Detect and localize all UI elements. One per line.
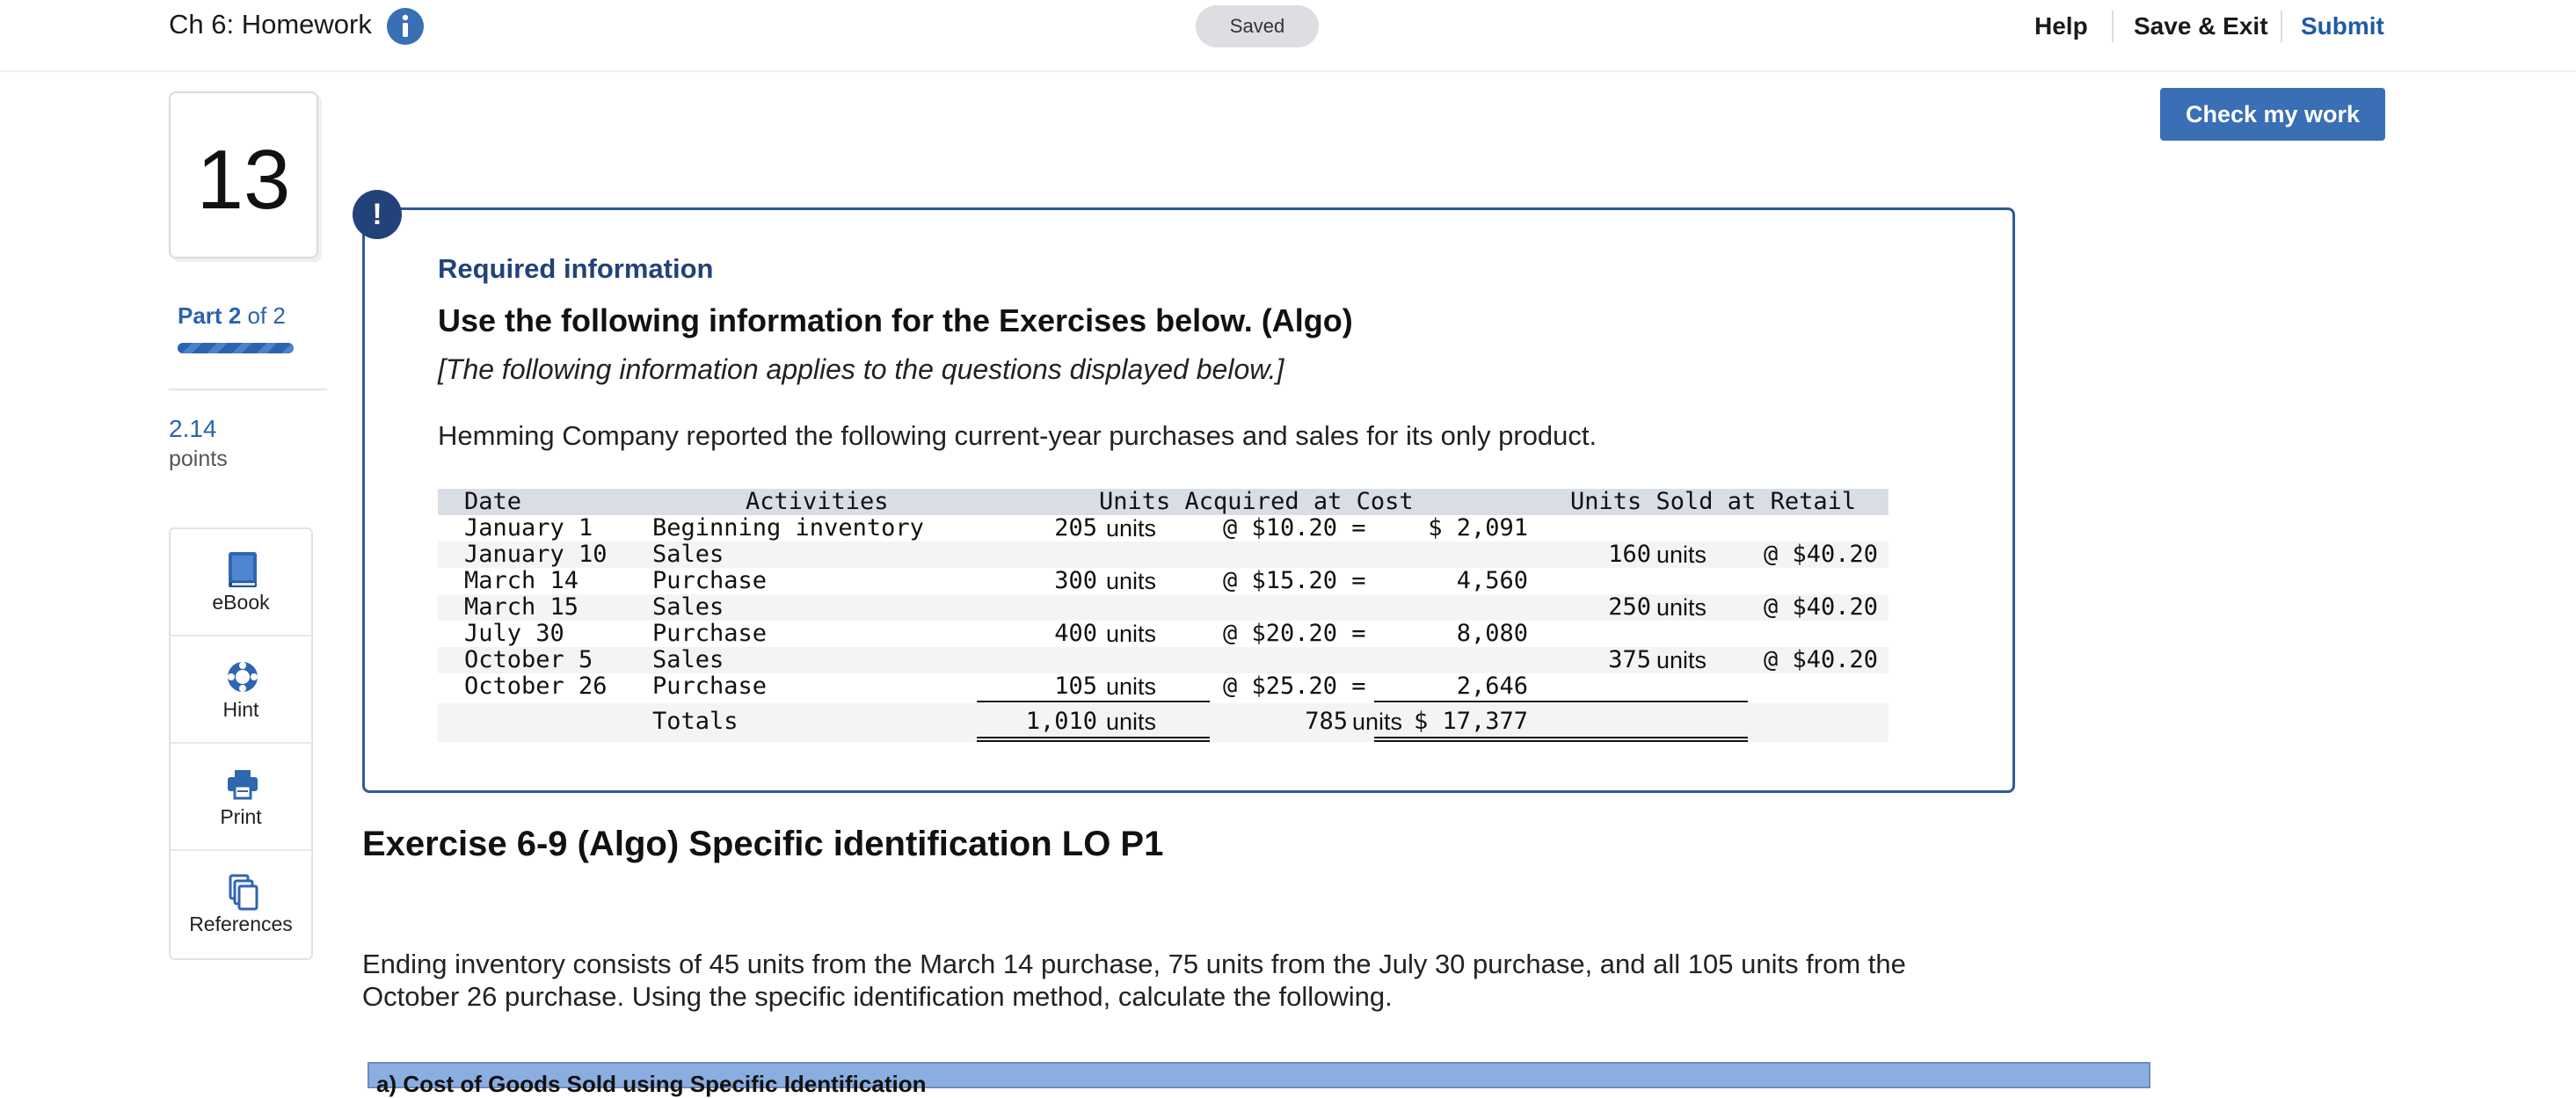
points-label: points: [169, 447, 228, 471]
row-sold-price: @ $40.20: [1764, 541, 1879, 568]
references-label: References: [189, 913, 293, 935]
header-date: Date: [464, 488, 522, 515]
hint-label: Hint: [222, 698, 259, 721]
check-my-work-button[interactable]: Check my work: [2160, 88, 2385, 141]
nav-divider: [2112, 11, 2114, 42]
row-acq-total: 4,560: [1456, 567, 1528, 594]
totals-acq-total: $ 17,377: [1413, 708, 1528, 735]
top-bar: [0, 0, 2576, 72]
submit-link[interactable]: Submit: [2301, 12, 2384, 40]
row-acq-units: 300: [1054, 567, 1097, 594]
row-acq-unit-label: units: [1106, 673, 1157, 700]
row-acq-unit-label: units: [1106, 568, 1157, 594]
table-row: [438, 568, 1888, 594]
info-icon[interactable]: [387, 8, 424, 45]
print-button[interactable]: [171, 744, 311, 851]
totals-sold-unit-label: units: [1352, 709, 1403, 735]
table-header-row: [438, 489, 1888, 515]
help-link[interactable]: Help: [2034, 12, 2088, 40]
printer-icon: [225, 765, 260, 805]
nav-divider: [2281, 11, 2282, 42]
print-label: Print: [220, 805, 262, 828]
row-acq-unit-label: units: [1106, 515, 1157, 542]
subtotal-rule: [1374, 701, 1748, 702]
row-acq-units: 400: [1054, 620, 1097, 647]
row-acq-price: @ $25.20 =: [1223, 673, 1366, 700]
part-progress-bar: [178, 343, 294, 353]
row-sold-units: 160: [1608, 541, 1651, 568]
ebook-button[interactable]: [171, 529, 311, 636]
row-acq-units: 105: [1054, 673, 1097, 700]
table-row: [438, 673, 1888, 700]
required-info-subheading: Use the following information for the Exercises below. (Algo): [438, 302, 1353, 338]
inventory-table: [438, 489, 1888, 744]
table-row: [438, 594, 1888, 621]
tool-panel: [169, 527, 313, 960]
alert-icon: !: [353, 190, 402, 239]
row-activity: Sales: [652, 541, 724, 568]
question-number: 13: [196, 133, 291, 227]
row-acq-price: @ $15.20 =: [1223, 567, 1366, 594]
documents-icon: [225, 872, 260, 913]
row-sold-unit-label: units: [1656, 647, 1707, 673]
total-double-rule: [977, 737, 1210, 742]
row-activity: Sales: [652, 646, 724, 673]
row-acq-units: 205: [1054, 514, 1097, 542]
row-date: March 15: [464, 593, 579, 621]
row-sold-units: 375: [1608, 646, 1651, 673]
row-sold-price: @ $40.20: [1764, 593, 1879, 621]
row-date: March 14: [464, 567, 579, 594]
ebook-label: eBook: [212, 591, 270, 614]
row-activity: Purchase: [652, 620, 768, 647]
book-icon: [225, 550, 260, 591]
lifebuoy-icon: [225, 658, 260, 698]
row-acq-total: $ 2,091: [1428, 514, 1528, 542]
assignment-title: Ch 6: Homework: [169, 9, 372, 40]
required-info-intro: Hemming Company reported the following current-year purchases and sales for its only product.: [438, 420, 1597, 451]
row-sold-unit-label: units: [1656, 542, 1707, 568]
row-date: January 10: [464, 541, 608, 568]
row-acq-price: @ $20.20 =: [1223, 620, 1366, 647]
exercise-instructions: Ending inventory consists of 45 units from the March 14 purchase, 75 units from the July 30 purchase, and all 105 units from the October 26 purchase. Using the specific identification method, calculate the following.: [362, 949, 1906, 1012]
required-info-heading: Required information: [438, 253, 714, 284]
question-number-card[interactable]: [169, 91, 318, 258]
row-acq-price: @ $10.20 =: [1223, 514, 1366, 542]
required-info-note: [The following information applies to the questions displayed below.]: [438, 353, 1284, 385]
row-acq-total: 2,646: [1456, 673, 1528, 700]
row-date: October 5: [464, 646, 593, 673]
table-row: [438, 621, 1888, 647]
answer-table-header: [367, 1062, 2150, 1097]
part-prefix: Part: [178, 302, 222, 329]
row-activity: Beginning inventory: [652, 514, 924, 542]
subtotal-rule: [977, 701, 1210, 702]
row-activity: Sales: [652, 593, 724, 621]
header-acquired: Units Acquired at Cost: [1099, 488, 1414, 515]
row-activity: Purchase: [652, 567, 768, 594]
row-activity: Purchase: [652, 673, 768, 700]
part-of: of 2: [247, 302, 286, 329]
hint-button[interactable]: [171, 636, 311, 744]
row-sold-units: 250: [1608, 593, 1651, 621]
total-double-rule: [1374, 737, 1748, 742]
table-row: [438, 542, 1888, 568]
answer-table-title: a) Cost of Goods Sold using Specific Identification: [376, 1071, 927, 1097]
row-date: October 26: [464, 673, 608, 700]
save-exit-link[interactable]: Save & Exit: [2134, 12, 2268, 40]
points-value: 2.14: [169, 415, 217, 442]
part-current: 2: [228, 302, 242, 329]
header-activities: Activities: [746, 488, 889, 515]
row-date: July 30: [464, 620, 564, 647]
totals-acq-unit-label: units: [1106, 709, 1157, 735]
exercise-title: Exercise 6-9 (Algo) Specific identification LO P1: [362, 825, 1164, 863]
table-row: [438, 647, 1888, 673]
row-date: January 1: [464, 514, 593, 542]
row-sold-unit-label: units: [1656, 594, 1707, 621]
totals-sold-units: 785: [1305, 708, 1348, 735]
part-indicator: [178, 302, 286, 330]
header-sold: Units Sold at Retail: [1570, 488, 1857, 515]
saved-status-badge: Saved: [1196, 5, 1319, 47]
totals-label: Totals: [652, 708, 739, 735]
totals-acq-units: 1,010: [1025, 708, 1097, 735]
references-button[interactable]: [171, 851, 311, 958]
row-acq-total: 8,080: [1456, 620, 1528, 647]
rail-divider: [169, 389, 327, 390]
row-acq-unit-label: units: [1106, 621, 1157, 647]
table-row: [438, 515, 1888, 542]
row-sold-price: @ $40.20: [1764, 646, 1879, 673]
